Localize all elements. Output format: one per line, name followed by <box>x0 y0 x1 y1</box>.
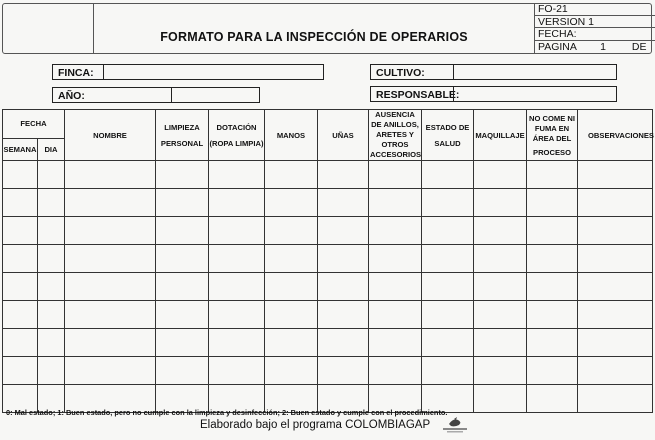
form-page <box>535 41 655 54</box>
col-nombre: NOMBRE <box>65 110 156 161</box>
table-row <box>3 189 653 217</box>
no-come-line-1: NO COME NI FUMA EN ÁREA DEL <box>529 113 575 143</box>
no-come-line-2: PROCESO <box>533 147 571 157</box>
colombiagap-logo-icon <box>440 417 470 434</box>
logo-cell <box>2 3 94 54</box>
estado-line-2: SALUD <box>434 138 461 148</box>
col-observaciones: OBSERVACIONES <box>578 110 653 161</box>
table-row <box>3 245 653 273</box>
inspection-table <box>2 109 653 413</box>
table-row <box>3 217 653 245</box>
table-row <box>3 357 653 385</box>
ano-label: AÑO: <box>52 87 172 103</box>
form-code: FO-21 <box>535 3 655 16</box>
col-maquillaje: MAQUILLAJE <box>474 110 527 161</box>
page-of-label: DE <box>631 40 647 53</box>
dotacion-line-2: (ROPA LIMPIA) <box>209 138 264 148</box>
dotacion-line-1: DOTACIÓN <box>216 122 257 132</box>
header-row-1 <box>3 110 653 139</box>
col-no-come <box>527 110 578 161</box>
ano-field[interactable] <box>171 87 260 103</box>
limpieza-line-2: PERSONAL <box>160 138 204 148</box>
responsable-label: RESPONSABLE: <box>370 86 454 102</box>
cultivo-label: CULTIVO: <box>370 64 454 80</box>
col-fecha: FECHA <box>3 110 65 139</box>
credit-line: Elaborado bajo el programa COLOMBIAGAP <box>200 419 431 431</box>
document-control-box <box>534 3 647 54</box>
col-manos: MANOS <box>265 110 318 161</box>
form-date-label: FECHA: <box>535 28 655 41</box>
page-label: PAGINA <box>538 40 577 53</box>
table-row <box>3 301 653 329</box>
form-version: VERSION 1 <box>535 16 655 29</box>
finca-label: FINCA: <box>52 64 104 80</box>
legend-footnote: 0: Mal estado; 1: Buen estado, pero no cumple con la limpieza y desinfección; 2: Buen estado y cumple con el procedimiento. <box>6 408 448 417</box>
responsable-field[interactable] <box>453 86 617 102</box>
col-semana: SEMANA <box>3 138 38 160</box>
page-number: 1 <box>600 40 607 53</box>
col-estado-salud <box>422 110 474 161</box>
col-dia: DIA <box>38 138 65 160</box>
finca-field[interactable] <box>103 64 324 80</box>
col-ausencia <box>369 110 422 161</box>
col-limpieza <box>156 110 209 161</box>
colombiagap-logo <box>440 417 470 434</box>
col-unas: UÑAS <box>318 110 369 161</box>
ausencia-text: AUSENCIA DE ANILLOS, ARETES Y OTROS ACCESORIOS <box>370 110 422 159</box>
estado-line-1: ESTADO DE <box>425 122 470 132</box>
col-dotacion <box>209 110 265 161</box>
limpieza-line-1: LIMPIEZA <box>164 122 200 132</box>
cultivo-field[interactable] <box>453 64 617 80</box>
table-row <box>3 161 653 189</box>
table-row <box>3 329 653 357</box>
table-row <box>3 273 653 301</box>
form-title: FORMATO PARA LA INSPECCIÓN DE OPERARIOS <box>160 30 468 44</box>
